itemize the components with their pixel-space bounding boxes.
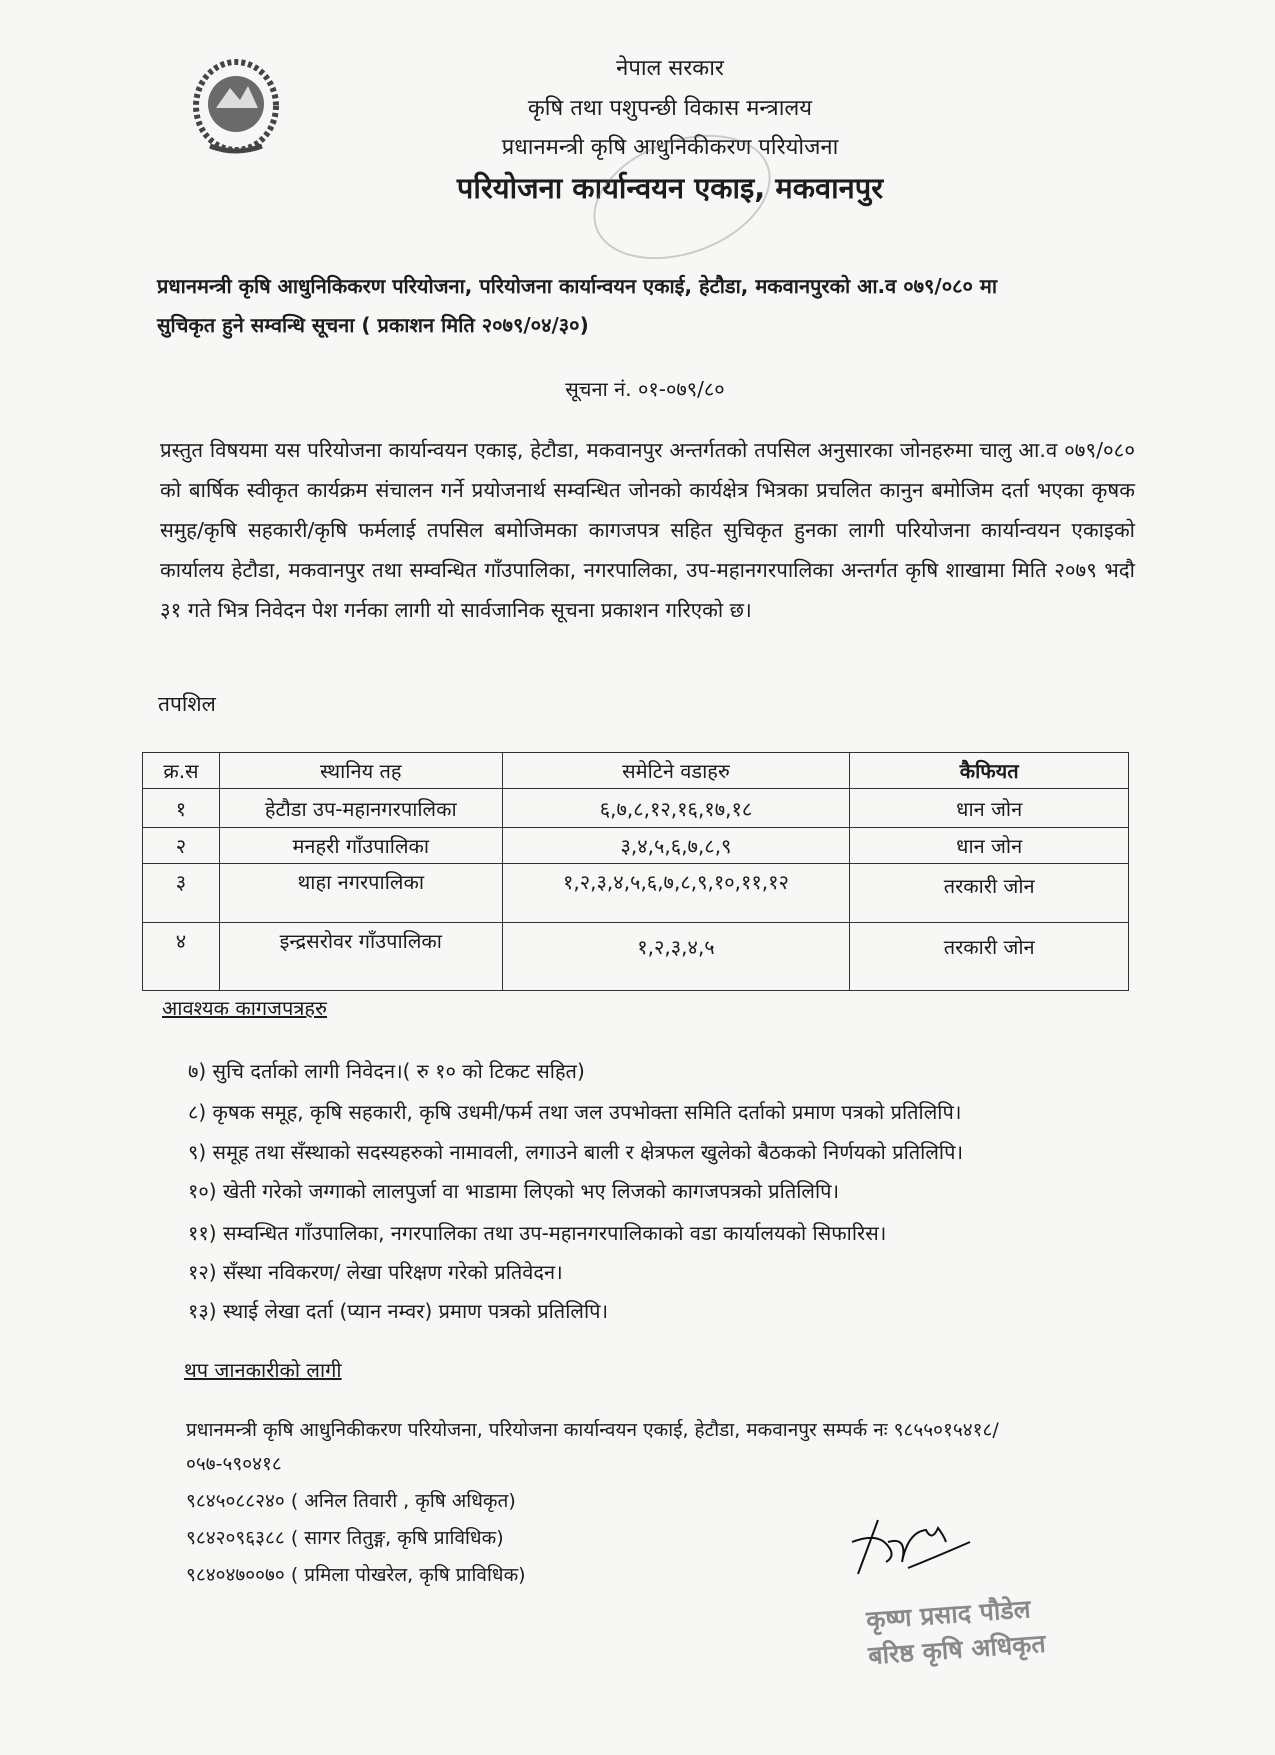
cell-local-level: मनहरी गाँउपालिका xyxy=(219,828,502,864)
cell-remarks: धान जोन xyxy=(850,828,1129,864)
more-info-title: थप जानकारीको लागी xyxy=(184,1358,342,1382)
cell-wards: १,२,३,४,५ xyxy=(502,923,850,991)
cell-sn: २ xyxy=(143,828,220,864)
schedule-table xyxy=(142,752,1129,991)
notice-number: सूचना नं. ०१-०७९/८० xyxy=(565,377,725,401)
header-line-1: नेपाल सरकार xyxy=(616,56,724,81)
subject-line-1: प्रधानमन्त्री कृषि आधुनिकिकरण परियोजना, परियोजना कार्यान्वयन एकाई, हेटौडा, मकवानपुरको आ.व ०७९/०८० मा xyxy=(157,274,998,298)
cell-remarks: तरकारी जोन xyxy=(850,864,1129,923)
cell-local-level: थाहा नगरपालिका xyxy=(219,864,502,923)
signatory-name: कृष्ण प्रसाद पौडेल xyxy=(865,1594,1032,1635)
signature xyxy=(848,1512,978,1586)
cell-local-level: इन्द्रसरोवर गाँउपालिका xyxy=(219,923,502,991)
header-sn: क्र.स xyxy=(143,753,220,789)
cell-wards: ३,४,५,६,७,८,९ xyxy=(502,828,850,864)
document-item: १३) स्थाई लेखा दर्ता (प्यान नम्वर) प्रमाण पत्रको प्रतिलिपि। xyxy=(188,1299,609,1323)
cell-sn: १ xyxy=(143,789,220,828)
header-line-2: कृषि तथा पशुपन्छी विकास मन्त्रालय xyxy=(527,96,813,121)
table-row xyxy=(143,789,1129,828)
cell-remarks: धान जोन xyxy=(850,789,1129,828)
documents-title: आवश्यक कागजपत्रहरु xyxy=(162,996,327,1020)
contact-line: ९८४२०९६३८८ ( सागर तितुङ्ग, कृषि प्राविधिक) xyxy=(186,1527,504,1549)
document-item: १२) सँस्था नविकरण/ लेखा परिक्षण गरेको प्रतिवेदन। xyxy=(188,1260,563,1284)
table-row xyxy=(143,864,1129,923)
table-row xyxy=(143,828,1129,864)
header-local-level: स्थानिय तह xyxy=(219,753,502,789)
document-item: १०) खेती गरेको जग्गाको लालपुर्जा वा भाडामा लिएको भए लिजको कागजपत्रको प्रतिलिपि। xyxy=(188,1179,840,1203)
cell-wards: १,२,३,४,५,६,७,८,९,१०,११,१२ xyxy=(502,864,850,923)
signatory-title: बरिष्ठ कृषि अधिकृत xyxy=(867,1628,1047,1671)
cell-remarks: तरकारी जोन xyxy=(850,923,1129,991)
cell-sn: ४ xyxy=(143,923,220,991)
header-office-title: परियोजना कार्यान्वयन एकाइ, मकवानपुर xyxy=(456,171,884,205)
document-item: ८) कृषक समूह, कृषि सहकारी, कृषि उधमी/फर्म तथा जल उपभोक्ता समिति दर्ताको प्रमाण पत्रको प्रतिलिपि। xyxy=(188,1100,962,1124)
table-row xyxy=(143,923,1129,991)
header-line-3: प्रधानमन्त्री कृषि आधुनिकीकरण परियोजना xyxy=(501,135,839,160)
document-item: ७) सुचि दर्ताको लागी निवेदन।( रु १० को टिकट सहित) xyxy=(188,1059,585,1083)
contact-line: प्रधानमन्त्री कृषि आधुनिकीकरण परियोजना, परियोजना कार्यान्वयन एकाई, हेटौडा, मकवानपुर सम्पर्क नः ९८५५०१५४१८/ xyxy=(186,1419,999,1441)
contact-line: ९८४५०८८२४० ( अनिल तिवारी , कृषि अधिकृत) xyxy=(186,1490,516,1512)
header-wards: समेटिने वडाहरु xyxy=(502,753,850,789)
schedule-title: तपशिल xyxy=(158,692,216,716)
header-remarks: कैफियत xyxy=(850,753,1129,789)
contact-line: ०५७-५९०४१८ xyxy=(186,1453,282,1475)
subject-line-2: सुचिकृत हुने सम्वन्धि सूचना ( प्रकाशन मिति २०७९/०४/३०) xyxy=(157,313,589,337)
cell-local-level: हेटौडा उप-महानगरपालिका xyxy=(219,789,502,828)
contact-line: ९८४०४७००७० ( प्रमिला पोखरेल, कृषि प्राविधिक) xyxy=(186,1564,526,1586)
document-item: ११) सम्वन्धित गाँउपालिका, नगरपालिका तथा उप-महानगरपालिकाको वडा कार्यालयको सिफारिस। xyxy=(188,1221,887,1245)
cell-sn: ३ xyxy=(143,864,220,923)
document-item: ९) समूह तथा सँस्थाको सदस्यहरुको नामावली, लगाउने बाली र क्षेत्रफल खुलेको बैठकको निर्णयको प्रतिलिपि। xyxy=(188,1140,964,1164)
notice-body: प्रस्तुत विषयमा यस परियोजना कार्यान्वयन एकाइ, हेटौडा, मकवानपुर अन्तर्गतको तपसिल अनुसारका जोनहरुमा चालु आ.व ०७९/०८० को बार्षिक स्वीकृत कार्यक्रम संचालन गर्ने प्रयोजनार्थ सम्वन्धित जोनको कार्यक्षेत्र भित्रका प्रचलित कानुन बमोजिम दर्ता भएका कृषक समुह/कृषि सहकारी/कृषि फर्मलाई तपसिल बमोजिमका कागजपत्र सहित सुचिकृत हुनका लागी परियोजना कार्यान्वयन एकाइको कार्यालय हेटौडा, मकवानपुर तथा सम्वन्धित गाँउपालिका, नगरपालिका, उप-महानगरपालिका अन्तर्गत कृषि शाखामा मिति २०७९ भदौ ३१ गते भित्र निवेदन पेश गर्नका लागी यो सार्वजानिक सूचना प्रकाशन गरिएको छ। xyxy=(160,438,1135,622)
cell-wards: ६,७,८,१२,१६,१७,१८ xyxy=(502,789,850,828)
signature-icon xyxy=(848,1512,978,1582)
table-header-row xyxy=(143,753,1129,789)
